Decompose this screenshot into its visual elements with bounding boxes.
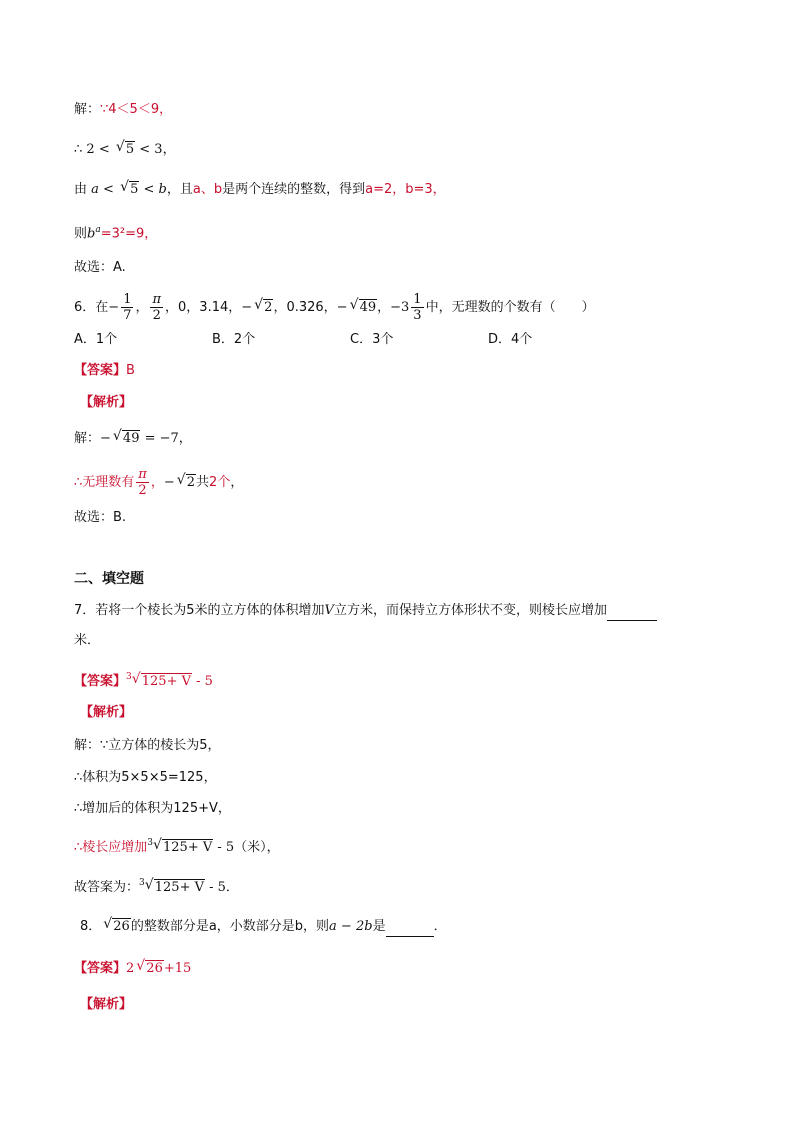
- sqrt-2: √ 2: [254, 297, 273, 315]
- from-text: 由: [74, 182, 88, 197]
- q7-stem-rest: 立方米，而保持立方体形状不变，则棱长应增加: [333, 603, 607, 618]
- q7-stem-line-2: [74, 632, 100, 650]
- solution-prefix: 解：: [74, 431, 101, 446]
- then-text: 则: [74, 226, 88, 242]
- and-text: ，且: [166, 182, 193, 197]
- q7-unit: 米．: [74, 633, 101, 648]
- answer-label: 【答案】: [74, 961, 127, 976]
- q8-expression: a − 2b: [329, 919, 373, 934]
- q5-choice: 故选：A.: [74, 260, 126, 275]
- q6-options: [74, 331, 626, 349]
- q8-number: 8．: [80, 919, 102, 934]
- sqrt-49: √ 49: [349, 297, 377, 315]
- option-d[interactable]: D．4个: [488, 332, 533, 347]
- sqrt-5-b: √ 5: [120, 179, 139, 197]
- q6-choice-line: [74, 509, 126, 527]
- power-base: b: [87, 226, 96, 242]
- section-title: 二、填空题: [74, 571, 144, 587]
- fraction-neg-one-seventh: $\frac{1}{7}$: [123, 292, 132, 323]
- q6-choice: 故选：B.: [74, 510, 127, 525]
- q6-values: ，0，3.14，: [165, 300, 242, 315]
- cbrt-expression: $^3$ √ 125+ V - 5: [126, 671, 213, 689]
- power-result: =3²=9，: [100, 226, 158, 242]
- power-exponent: a: [95, 225, 101, 235]
- q8-stem-text: 的整数部分是a，小数部分是b，则: [130, 919, 330, 934]
- q8-analysis-label: [80, 996, 132, 1014]
- answer-value: B: [126, 363, 135, 378]
- q6-number: 6．在: [74, 300, 109, 315]
- sqrt-2-solution: √ 2: [176, 472, 196, 490]
- q6-stem-end: 中，无理数的个数有（ ）: [425, 300, 595, 315]
- inequality-text: ∵4＜5＜9，: [100, 102, 173, 117]
- q7-solution-3: ∴增加后的体积为125+V，: [74, 801, 231, 816]
- q7-answer-blank[interactable]: [607, 602, 657, 621]
- analysis-label: 【解析】: [80, 705, 133, 720]
- q5-solution-line-3: [74, 181, 446, 199]
- irrational-text: ∴无理数有: [74, 475, 135, 490]
- solution-prefix: 解：: [74, 102, 101, 117]
- q7-analysis-label: [80, 704, 132, 722]
- q8-answer: [74, 960, 191, 978]
- total-text: 共: [196, 475, 210, 490]
- q7-solution-line-1: [74, 737, 221, 755]
- consecutive-text: 是两个连续的整数，得到: [222, 182, 366, 197]
- q8-answer-blank[interactable]: [386, 918, 434, 937]
- ab-vars: a、b: [192, 182, 223, 197]
- q7-solution-4-prefix: ∴棱长应增加: [74, 840, 148, 855]
- q7-solution-line-2: [74, 769, 217, 787]
- analysis-label: 【解析】: [80, 997, 133, 1012]
- sqrt-5: √ 5: [115, 139, 135, 157]
- q6-analysis-label: [80, 394, 132, 412]
- q7-stem-line-1: [74, 602, 657, 621]
- var-v: V: [324, 603, 334, 618]
- q8-stem: 8． √ 26的整数部分是a，小数部分是b，则a − 2b是 ．: [80, 918, 447, 937]
- q5-choice-line: [74, 259, 126, 277]
- repeating-decimal: ，0.3̇2̇6，: [273, 300, 337, 315]
- answer-label: 【答案】: [74, 363, 127, 378]
- var-a: a <: [91, 182, 114, 197]
- q5-solution-line-2: [74, 141, 176, 159]
- sqrt-49-solution: √ 49: [112, 428, 140, 446]
- ab-result: a=2，b=3，: [365, 182, 446, 197]
- q5-solution-line-4: [74, 221, 157, 243]
- fraction-one-third: $\frac{1}{3}$: [413, 292, 422, 323]
- q7-final-prefix: 故答案为：: [74, 880, 140, 895]
- cbrt-expression-solution: $^3$ √ 125+ V - 5（米），: [147, 837, 280, 855]
- therefore-symbol: ∴: [74, 142, 83, 157]
- q6-solution-line-2: ∴无理数有 $\frac{\pi}{2}$ ，− √ 2共2个，: [74, 467, 244, 498]
- option-c[interactable]: C．3个: [350, 332, 394, 347]
- option-b[interactable]: B．2个: [212, 332, 256, 347]
- count-value: 2个: [209, 475, 231, 490]
- q7-answer: [74, 668, 213, 691]
- fraction-pi-over-2-solution: $\frac{\pi}{2}$: [138, 467, 147, 498]
- q7-solution-line-3: [74, 800, 231, 818]
- sqrt-result: = −7，: [144, 431, 192, 446]
- q7-solution-line-5: [74, 874, 239, 897]
- q7-stem: 7．若将一个棱长为5米的立方体的体积增加: [74, 603, 325, 618]
- inequality-right: < 3，: [139, 142, 176, 157]
- q7-solution-1: 解：∵立方体的棱长为5，: [74, 738, 221, 753]
- var-b: < b: [143, 182, 167, 197]
- inequality-left: 2 <: [86, 142, 110, 157]
- q6-solution-line-1: 解：− √ 49 = −7，: [74, 428, 192, 446]
- answer-label: 【答案】: [74, 674, 127, 689]
- q7-solution-line-4: [74, 834, 280, 857]
- analysis-label: 【解析】: [80, 395, 133, 410]
- cbrt-expression-final: $^3$ √ 125+ V - 5．: [139, 877, 239, 895]
- mixed-number-whole: −3: [390, 300, 410, 315]
- q6-stem: 6．在− $\frac{1}{7}$ ， $\frac{\pi}{2}$ ，0，3.14，− √ 2，0.3̇2̇6，− √ 49，−3 $\frac{1}{3}$ 中，无理数的个数有（ ）: [74, 292, 595, 323]
- q7-solution-2: ∴体积为5×5×5=125，: [74, 770, 217, 785]
- q6-answer: [74, 362, 135, 380]
- fraction-pi-over-2: $\frac{\pi}{2}$: [152, 292, 162, 323]
- q8-answer-expression: 2 √ 26+15: [126, 958, 192, 976]
- section-heading: [74, 570, 144, 588]
- q5-solution-line-1: [74, 101, 172, 119]
- option-a[interactable]: A．1个: [74, 332, 118, 347]
- sqrt-26: √ 26: [103, 916, 130, 934]
